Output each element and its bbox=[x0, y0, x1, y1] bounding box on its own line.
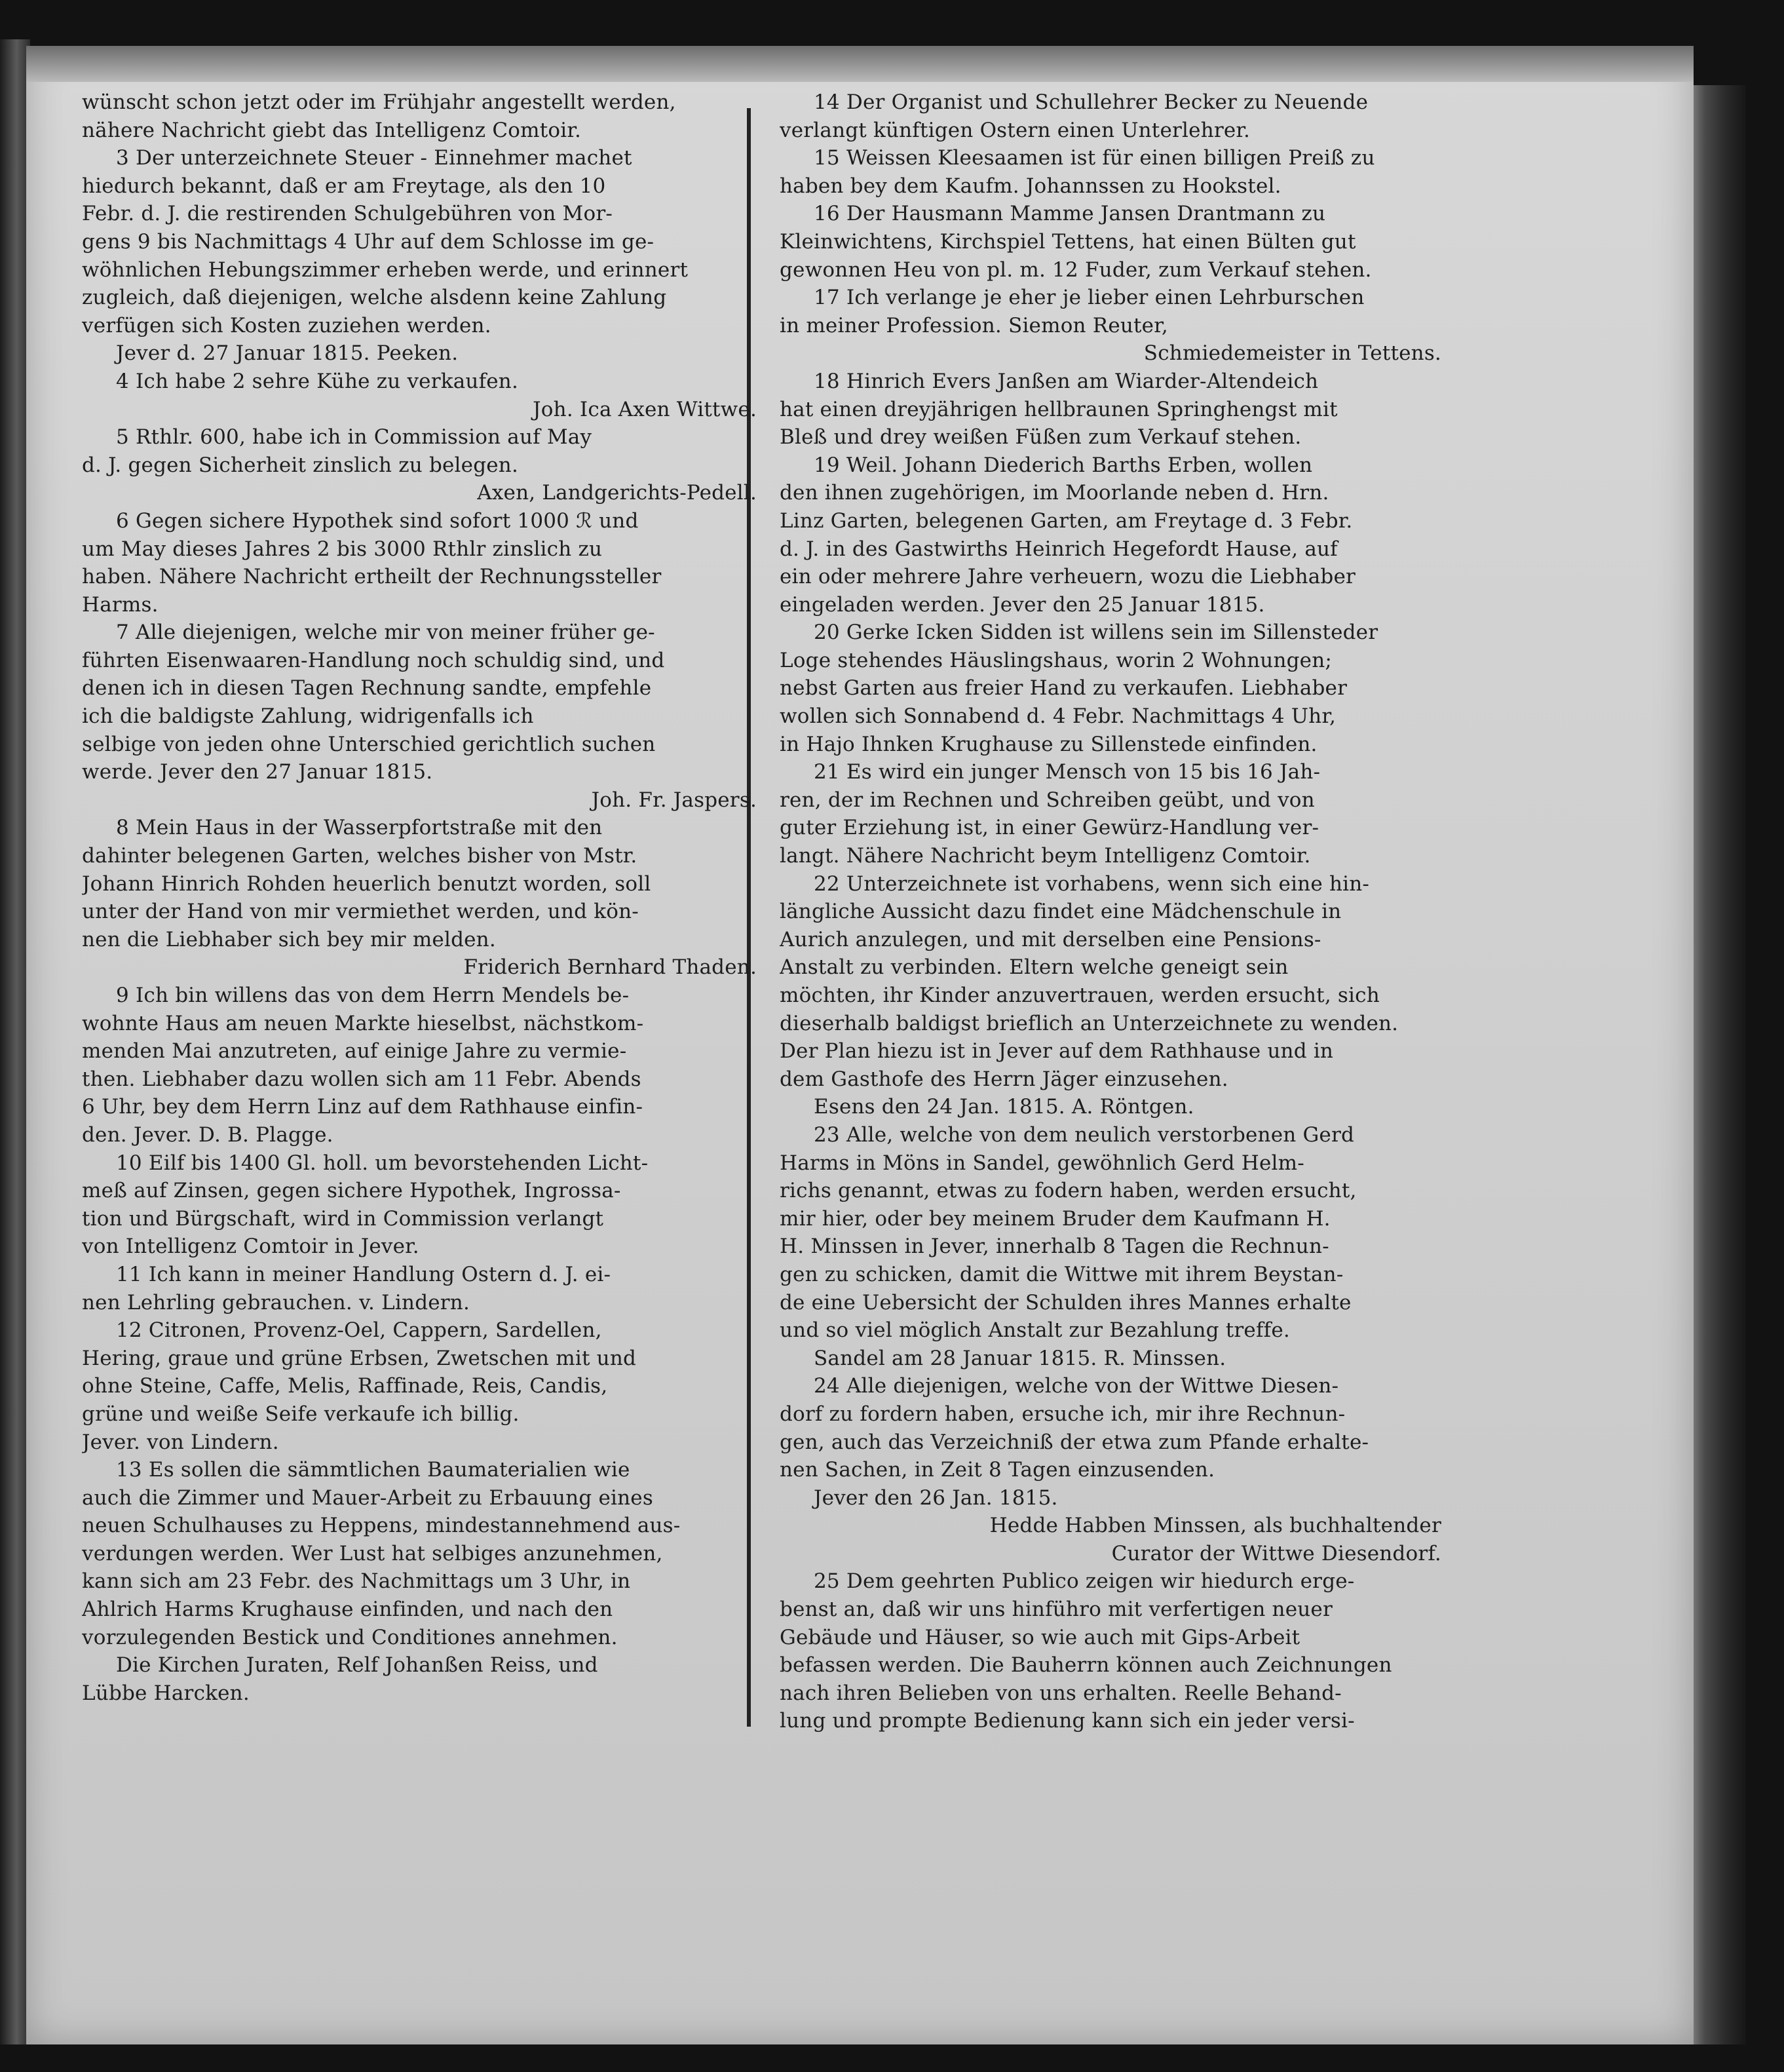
text-line: Curator der Wittwe Diesendorf. bbox=[1111, 1541, 1441, 1565]
text-line: tion und Bürgschaft, wird in Commission verlangt bbox=[82, 1206, 604, 1231]
text-line: gens 9 bis Nachmittags 4 Uhr auf dem Schlosse im ge- bbox=[82, 229, 655, 254]
text-line: 20 Gerke Icken Sidden ist willens sein im Sillensteder bbox=[814, 621, 1378, 645]
text-line: lung und prompte Bedienung kann sich ein jeder versi- bbox=[780, 1709, 1355, 1733]
text-line: guter Erziehung ist, in einer Gewürz-Handlung ver- bbox=[780, 816, 1319, 840]
text-line: gen zu schicken, damit die Wittwe mit ihrem Beystan- bbox=[780, 1262, 1344, 1286]
text-line: haben bey dem Kaufm. Johannssen zu Hookstel. bbox=[780, 174, 1281, 198]
text-line: Kleinwichtens, Kirchspiel Tettens, hat einen Bülten gut bbox=[780, 229, 1356, 254]
text-line: Der Plan hiezu ist in Jever auf dem Rathhause und in bbox=[780, 1039, 1334, 1064]
text-line: de eine Uebersicht der Schulden ihres Mannes erhalte bbox=[780, 1290, 1352, 1314]
text-line: langt. Nähere Nachricht beym Intelligenz Comtoir. bbox=[780, 844, 1311, 868]
text-line: Esens den 24 Jan. 1815. A. Röntgen. bbox=[814, 1095, 1194, 1119]
text-line: Anstalt zu verbinden. Eltern welche geneigt sein bbox=[780, 955, 1289, 980]
text-line: befassen werden. Die Bauherrn können auch Zeichnungen bbox=[780, 1653, 1392, 1678]
text-line: Sandel am 28 Januar 1815. R. Minssen. bbox=[814, 1346, 1226, 1370]
text-line: d. J. gegen Sicherheit zinslich zu belegen. bbox=[82, 453, 519, 477]
text-line: nähere Nachricht giebt das Intelligenz Comtoir. bbox=[82, 118, 582, 142]
text-line: ohne Steine, Caffe, Melis, Raffinade, Reis, Candis, bbox=[82, 1374, 608, 1398]
text-line: verfügen sich Kosten zuziehen werden. bbox=[82, 313, 491, 337]
text-line: Johann Hinrich Rohden heuerlich benutzt worden, soll bbox=[82, 872, 651, 896]
text-line: möchten, ihr Kinder anzuvertrauen, werden ersucht, sich bbox=[780, 984, 1380, 1007]
text-line: 9 Ich bin willens das von dem Herrn Mendels be- bbox=[116, 984, 630, 1007]
text-line: gewonnen Heu von pl. m. 12 Fuder, zum Verkauf stehen. bbox=[780, 258, 1372, 282]
text-line: Axen, Landgerichts-Pedell. bbox=[477, 481, 757, 505]
text-line: hat einen dreyjährigen hellbraunen Springhengst mit bbox=[780, 397, 1338, 421]
text-line: dieserhalb baldigst brieflich an Unterzeichnete zu wenden. bbox=[780, 1011, 1399, 1035]
text-line: Harms in Möns in Sandel, gewöhnlich Gerd Helm- bbox=[780, 1151, 1304, 1175]
text-line: verdungen werden. Wer Lust hat selbiges anzunehmen, bbox=[82, 1541, 663, 1565]
text-line: 25 Dem geehrten Publico zeigen wir hiedurch erge- bbox=[814, 1569, 1355, 1594]
text-line: 16 Der Hausmann Mamme Jansen Drantmann zu bbox=[814, 202, 1326, 226]
text-line: dahinter belegenen Garten, welches bisher von Mstr. bbox=[82, 844, 637, 868]
text-line: Aurich anzulegen, und mit derselben eine Pensions- bbox=[780, 927, 1321, 951]
text-line: wünscht schon jetzt oder im Frühjahr angestellt werden, bbox=[82, 90, 676, 114]
text-line: meß auf Zinsen, gegen sichere Hypothek, Ingrossa- bbox=[82, 1179, 621, 1203]
text-line: 22 Unterzeichnete ist vorhabens, wenn sich eine hin- bbox=[814, 872, 1370, 896]
text-line: wollen sich Sonnabend d. 4 Febr. Nachmittags 4 Uhr, bbox=[780, 704, 1337, 729]
text-line: und so viel möglich Anstalt zur Bezahlung treffe. bbox=[780, 1318, 1290, 1343]
text-line: denen ich in diesen Tagen Rechnung sandte, empfehle bbox=[82, 676, 652, 700]
text-line: richs genannt, etwas zu fodern haben, werden ersucht, bbox=[780, 1179, 1357, 1203]
text-line: 11 Ich kann in meiner Handlung Ostern d. J. ei- bbox=[116, 1262, 611, 1286]
text-line: 24 Alle diejenigen, welche von der Wittwe Diesen- bbox=[814, 1374, 1339, 1398]
text-line: ich die baldigste Zahlung, widrigenfalls ich bbox=[82, 704, 534, 729]
text-line: 8 Mein Haus in der Wasserpfortstraße mit den bbox=[116, 816, 603, 840]
text-line: Harms. bbox=[82, 592, 159, 617]
text-line: nen Sachen, in Zeit 8 Tagen einzusenden. bbox=[780, 1458, 1215, 1482]
text-line: führten Eisenwaaren-Handlung noch schuldig sind, und bbox=[82, 648, 665, 672]
text-line: in Hajo Ihnken Krughause zu Sillenstede einfinden. bbox=[780, 732, 1318, 756]
text-line: 13 Es sollen die sämmtlichen Baumaterialien wie bbox=[116, 1458, 630, 1482]
text-line: Hering, graue und grüne Erbsen, Zwetschen mit und bbox=[82, 1346, 637, 1370]
text-line: 12 Citronen, Provenz-Oel, Cappern, Sardellen, bbox=[116, 1318, 602, 1343]
text-line: in meiner Profession. Siemon Reuter, bbox=[780, 313, 1168, 337]
text-line: Friderich Bernhard Thaden. bbox=[463, 955, 757, 980]
text-line: nen Lehrling gebrauchen. v. Lindern. bbox=[82, 1290, 470, 1314]
text-line: 21 Es wird ein junger Mensch von 15 bis 16 Jah- bbox=[814, 760, 1321, 784]
text-line: benst an, daß wir uns hinführo mit verfertigen neuer bbox=[780, 1598, 1333, 1622]
text-line: eingeladen werden. Jever den 25 Januar 1815. bbox=[780, 592, 1265, 617]
text-line: 15 Weissen Kleesaamen ist für einen billigen Preiß zu bbox=[814, 146, 1375, 170]
text-line: Jever d. 27 Januar 1815. Peeken. bbox=[116, 341, 459, 366]
text-line: wohnte Haus am neuen Markte hieselbst, nächstkom- bbox=[82, 1011, 644, 1035]
text-line: 6 Uhr, bey dem Herrn Linz auf dem Rathhause einfin- bbox=[82, 1095, 643, 1119]
text-line: auch die Zimmer und Mauer-Arbeit zu Erbauung eines bbox=[82, 1486, 653, 1510]
text-line: H. Minssen in Jever, innerhalb 8 Tagen die Rechnun- bbox=[780, 1235, 1329, 1259]
text-line: 4 Ich habe 2 sehre Kühe zu verkaufen. bbox=[116, 369, 519, 393]
text-line: 18 Hinrich Evers Janßen am Wiarder-Altendeich bbox=[814, 369, 1319, 393]
text-line: Jever. von Lindern. bbox=[82, 1430, 279, 1454]
text-line: Hedde Habben Minssen, als buchhaltender bbox=[989, 1514, 1441, 1538]
text-line: 17 Ich verlange je eher je lieber einen Lehrburschen bbox=[814, 286, 1365, 310]
text-line: Die Kirchen Juraten, Relf Johanßen Reiss, und bbox=[116, 1653, 598, 1678]
text-line: then. Liebhaber dazu wollen sich am 11 Febr. Abends bbox=[82, 1067, 641, 1091]
text-line: Jever den 26 Jan. 1815. bbox=[814, 1486, 1058, 1510]
text-line: haben. Nähere Nachricht ertheilt der Rechnungssteller bbox=[82, 565, 662, 589]
text-line: 6 Gegen sichere Hypothek sind sofort 1000 ℛ und bbox=[116, 508, 639, 533]
text-line: dem Gasthofe des Herrn Jäger einzusehen. bbox=[780, 1067, 1228, 1091]
page-top-shadow bbox=[26, 46, 1694, 82]
text-line: d. J. in des Gastwirths Heinrich Hegefordt Hause, auf bbox=[780, 537, 1338, 561]
text-line: Joh. Ica Axen Wittwe. bbox=[533, 397, 757, 421]
text-line: gen, auch das Verzeichniß der etwa zum Pfande erhalte- bbox=[780, 1430, 1369, 1454]
text-line: nen die Liebhaber sich bey mir melden. bbox=[82, 927, 496, 951]
text-line: vorzulegenden Bestick und Conditiones annehmen. bbox=[82, 1625, 618, 1649]
text-line: den. Jever. D. B. Plagge. bbox=[82, 1122, 333, 1147]
text-line: den ihnen zugehörigen, im Moorlande neben d. Hrn. bbox=[780, 481, 1329, 505]
text-line: dorf zu fordern haben, ersuche ich, mir ihre Rechnun- bbox=[780, 1402, 1346, 1426]
text-line: Ahlrich Harms Krughause einfinden, und nach den bbox=[82, 1598, 613, 1622]
text-line: ren, der im Rechnen und Schreiben geübt, und von bbox=[780, 788, 1315, 812]
book-spine-edge bbox=[1687, 85, 1746, 2044]
left-column bbox=[82, 88, 757, 1707]
text-line: Lübbe Harcken. bbox=[82, 1681, 250, 1705]
text-line: 14 Der Organist und Schullehrer Becker zu Neuende bbox=[814, 90, 1369, 114]
text-line: 3 Der unterzeichnete Steuer - Einnehmer machet bbox=[116, 146, 632, 170]
text-line: längliche Aussicht dazu findet eine Mädchenschule in bbox=[780, 900, 1342, 924]
text-line: grüne und weiße Seife verkaufe ich billig. bbox=[82, 1402, 520, 1426]
text-line: verlangt künftigen Ostern einen Unterlehrer. bbox=[780, 118, 1251, 142]
text-line: 10 Eilf bis 1400 Gl. holl. um bevorstehenden Licht- bbox=[116, 1151, 649, 1175]
right-column bbox=[780, 88, 1441, 1735]
text-line: Gebäude und Häuser, so wie auch mit Gips-Arbeit bbox=[780, 1625, 1300, 1649]
text-line: nebst Garten aus freier Hand zu verkaufen. Liebhaber bbox=[780, 676, 1348, 700]
text-line: werde. Jever den 27 Januar 1815. bbox=[82, 760, 433, 784]
text-line: 7 Alle diejenigen, welche mir von meiner früher ge- bbox=[116, 621, 655, 645]
text-line: 23 Alle, welche von dem neulich verstorbenen Gerd bbox=[814, 1122, 1355, 1147]
text-line: Bleß und drey weißen Füßen zum Verkauf stehen. bbox=[780, 425, 1302, 450]
text-line: zugleich, daß diejenigen, welche alsdenn keine Zahlung bbox=[82, 286, 667, 310]
text-line: Joh. Fr. Jaspers. bbox=[591, 788, 757, 812]
text-line: um May dieses Jahres 2 bis 3000 Rthlr zinslich zu bbox=[82, 537, 603, 561]
text-line: nach ihren Belieben von uns erhalten. Reelle Behand- bbox=[780, 1681, 1342, 1705]
text-line: Febr. d. J. die restirenden Schulgebühren von Mor- bbox=[82, 202, 613, 226]
text-line: 5 Rthlr. 600, habe ich in Commission auf May bbox=[116, 425, 592, 450]
text-line: mir hier, oder bey meinem Bruder dem Kaufmann H. bbox=[780, 1206, 1331, 1231]
text-line: unter der Hand von mir vermiethet werden, und kön- bbox=[82, 900, 639, 924]
text-line: menden Mai anzutreten, auf einige Jahre zu vermie- bbox=[82, 1039, 627, 1064]
text-line: ein oder mehrere Jahre verheuern, wozu die Liebhaber bbox=[780, 565, 1356, 589]
text-line: 19 Weil. Johann Diederich Barths Erben, wollen bbox=[814, 453, 1313, 477]
text-line: hiedurch bekannt, daß er am Freytage, als den 10 bbox=[82, 174, 606, 198]
text-line: Loge stehendes Häuslingshaus, worin 2 Wohnungen; bbox=[780, 648, 1333, 672]
text-line: selbige von jeden ohne Unterschied gerichtlich suchen bbox=[82, 732, 656, 756]
text-line: Schmiedemeister in Tettens. bbox=[1143, 341, 1441, 366]
text-line: von Intelligenz Comtoir in Jever. bbox=[82, 1235, 419, 1259]
text-line: wöhnlichen Hebungszimmer erheben werde, und erinnert bbox=[82, 258, 689, 282]
text-line: neuen Schulhauses zu Heppens, mindestannehmend aus- bbox=[82, 1514, 681, 1538]
text-line: kann sich am 23 Febr. des Nachmittags um 3 Uhr, in bbox=[82, 1569, 631, 1594]
text-line: Linz Garten, belegenen Garten, am Freytage d. 3 Febr. bbox=[780, 508, 1353, 533]
